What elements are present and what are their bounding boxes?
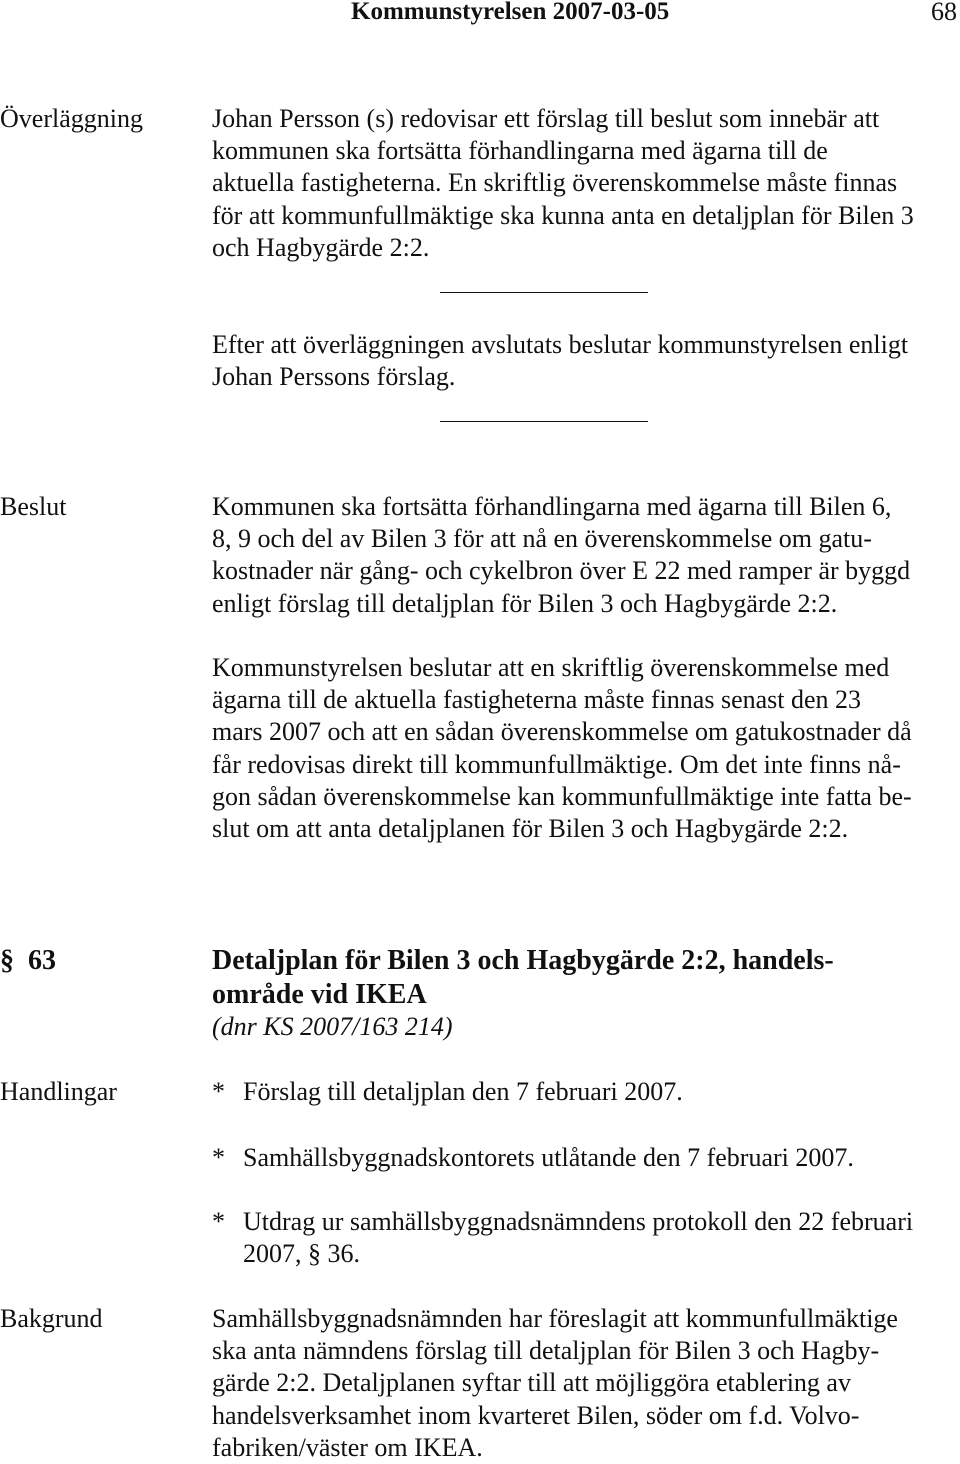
header-title: Kommunstyrelsen 2007-03-05 — [351, 0, 670, 25]
text-line: fabriken/väster om IKEA. — [212, 1432, 483, 1462]
text-line: ägarna till de aktuella fastigheterna måste finnas senast den 23 — [212, 685, 862, 715]
page-number: 68 — [931, 0, 957, 26]
bakgrund-text — [212, 1303, 960, 1464]
document-item-text: Samhällsbyggnadskontorets utlåtande den 7 februari 2007. — [243, 1143, 854, 1172]
text-line: Kommunstyrelsen beslutar att en skriftlig överenskommelse med — [212, 653, 890, 682]
label-beslut: Beslut — [0, 492, 67, 521]
text-line: Johan Perssons förslag. — [212, 362, 456, 392]
separator-rule — [440, 421, 648, 422]
beslut-paragraph-1 — [212, 491, 960, 620]
section-number-value: 63 — [28, 945, 56, 976]
document-item — [212, 1142, 960, 1174]
label-bakgrund: Bakgrund — [0, 1304, 103, 1333]
overlaggning-text — [212, 103, 960, 264]
text-line: aktuella fastigheterna. En skriftlig överenskommelse måste finnas — [212, 168, 898, 198]
text-line: för att kommunfullmäktige ska kunna anta en detaljplan för Bilen 3 — [212, 200, 914, 230]
beslut-paragraph-2 — [212, 652, 960, 845]
text-line: Johan Persson (s) redovisar ett förslag till beslut som innebär att — [212, 104, 880, 133]
bullet-star: * — [212, 1207, 225, 1236]
text-line: mars 2007 och att en sådan överenskommelse om gatukostnader då — [212, 717, 912, 747]
section-title — [212, 944, 960, 1012]
text-line: 8, 9 och del av Bilen 3 för att nå en överenskommelse om gatu- — [212, 524, 872, 554]
text-line: får redovisas direkt till kommunfullmäktige. Om det inte finns nå- — [212, 749, 901, 779]
text-line: handelsverksamhet inom kvarteret Bilen, söder om f.d. Volvo- — [212, 1400, 860, 1430]
section-sign: § — [0, 945, 14, 976]
text-line: enligt förslag till detaljplan för Bilen 3 och Hagbygärde 2:2. — [212, 588, 838, 618]
bullet-star: * — [212, 1077, 225, 1106]
document-item — [212, 1206, 960, 1270]
title-line: Detaljplan för Bilen 3 och Hagbygärde 2:2, handels- — [212, 945, 834, 976]
document-item — [212, 1076, 960, 1108]
text-line: ska anta nämndens förslag till detaljplan för Bilen 3 och Hagby- — [212, 1336, 880, 1366]
text-line: Efter att överläggningen avslutats beslutar kommunstyrelsen enligt — [212, 330, 909, 359]
text-line: gärde 2:2. Detaljplanen syftar till att möjliggöra etablering av — [212, 1368, 851, 1398]
bullet-star: * — [212, 1143, 225, 1172]
text-line: och Hagbygärde 2:2. — [212, 232, 430, 262]
case-reference: (dnr KS 2007/163 214) — [212, 1012, 453, 1041]
document-item-text: Förslag till detaljplan den 7 februari 2007. — [243, 1077, 683, 1106]
text-line: kostnader när gång- och cykelbron över E 22 med ramper är byggd — [212, 556, 911, 586]
separator-rule — [440, 292, 648, 293]
title-line: område vid IKEA — [212, 979, 427, 1010]
text-line: kommunen ska fortsätta förhandlingarna med ägarna till de — [212, 136, 828, 166]
document-item-text: Utdrag ur samhällsbyggnadsnämndens protokoll den 22 februari — [243, 1207, 914, 1236]
document-item-text: 2007, § 36. — [243, 1239, 360, 1268]
text-line: gon sådan överenskommelse kan kommunfullmäktige inte fatta be- — [212, 781, 912, 811]
text-line: Samhällsbyggnadsnämnden har föreslagit att kommunfullmäktige — [212, 1304, 898, 1333]
label-handlingar: Handlingar — [0, 1077, 117, 1106]
label-overlaggning: Överläggning — [0, 104, 143, 133]
section-number — [0, 944, 56, 978]
text-line: Kommunen ska fortsätta förhandlingarna med ägarna till Bilen 6, — [212, 492, 892, 521]
efter-text — [212, 329, 960, 393]
text-line: slut om att anta detaljplanen för Bilen 3 och Hagbygärde 2:2. — [212, 814, 849, 844]
